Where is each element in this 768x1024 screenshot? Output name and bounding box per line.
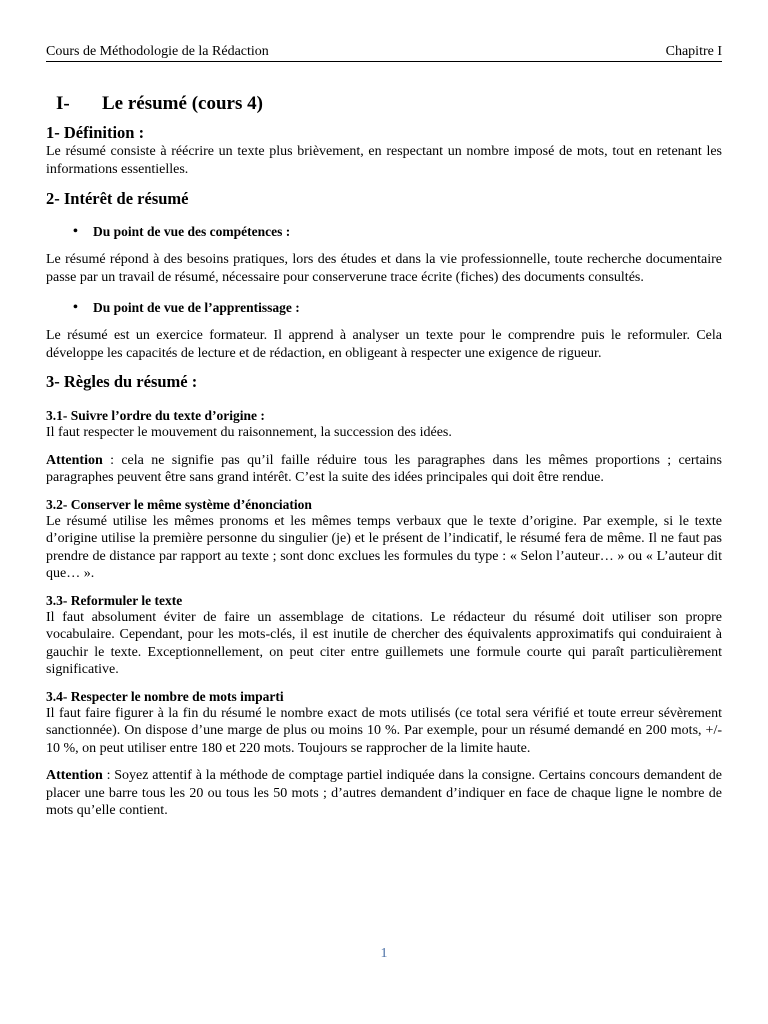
rule-1-heading: 3.1- Suivre l’ordre du texte d’origine : (46, 408, 265, 423)
chapter-label: Chapitre I (665, 44, 722, 59)
attention-text: : Soyez attentif à la méthode de comptage partiel indiquée dans la consigne. Certains concours demandent de placer une barre tous les 20 ou tous les 50 mots ; d’autres demandent d’indiquer en face de chaque ligne le nombre de mots qu’elle contient. (46, 768, 722, 818)
page-header (46, 42, 722, 62)
bullet-dot-icon: • (73, 300, 78, 315)
bullet-apprentissage-label: Du point de vue de l’apprentissage : (93, 300, 300, 315)
course-title: Cours de Méthodologie de la Rédaction (46, 44, 269, 59)
document-page (46, 0, 722, 1024)
attention-label: Attention (46, 452, 103, 468)
main-title-text: Le résumé (cours 4) (102, 93, 263, 114)
rule-2-heading: 3.2- Conserver le même système d’énonciation (46, 496, 312, 512)
competences-text: Le résumé répond à des besoins pratiques, lors des études et dans la vie professionnelle, toute recherche documentaire passe par un travail de résumé, nécessaire pour conserverune trace écrite (fiches) des documents consultés. (46, 252, 722, 285)
attention-label: Attention (46, 768, 103, 783)
rule-1-attention (46, 452, 722, 487)
rule-3-heading: 3.3- Reformuler le texte (46, 592, 183, 608)
bullet-competences (46, 223, 722, 240)
rule-4-attention (46, 767, 722, 820)
bullet-apprentissage (46, 299, 722, 316)
section-3-heading: 3- Règles du résumé : (46, 372, 198, 391)
rule-1-text: Il faut respecter le mouvement du raisonnement, la succession des idées. (46, 425, 452, 440)
document-body (46, 92, 722, 820)
bullet-competences-label: Du point de vue des compétences : (93, 224, 291, 239)
rule-3-text: Il faut absolument éviter de faire un assemblage de citations. Le rédacteur du résumé doit utiliser son propre vocabulaire. Cependant, pour les mots-clés, il est inutile de chercher des équivalents approximatifs qui conduiraient à gauchir le texte. Exceptionnellement, on peut citer entre guillemets une formule courte qui paraît particulièrement significative. (46, 609, 722, 677)
rule-4-text: Il faut faire figurer à la fin du résumé le nombre exact de mots utilisés (ce total sera vérifié et toute erreur sévèrement sanctionnée). On dispose d’une marge de plus ou moins 10 %. Par exemple, pour un résumé demandé en 200 mots, +/- 10 %, on peut utiliser entre 180 et 220 mots. Toujours se rapprocher de la limite haute. (46, 705, 722, 756)
rule-2-text: Le résumé utilise les mêmes pronoms et les mêmes temps verbaux que le texte d’origine. Par exemple, si le texte d’origine utilise la première personne du singulier (je) et le présent de l’indicatif, le résumé fera de même. Il ne faut pas prendre de distance par rapport au texte ; sont donc exclues les formules du type : « Selon l’auteur… » ou « L’auteur dit que… ». (46, 513, 722, 581)
section-2-heading: 2- Intérêt de résumé (46, 189, 189, 208)
main-title (46, 92, 722, 116)
definition-text: Le résumé consiste à réécrire un texte plus brièvement, en respectant un nombre imposé de mots, tout en retenant les informations essentielles. (46, 144, 722, 177)
rule-4-heading: 3.4- Respecter le nombre de mots imparti (46, 688, 284, 704)
bullet-dot-icon: • (73, 224, 78, 239)
apprentissage-text: Le résumé est un exercice formateur. Il apprend à analyser un texte pour le comprendre puis le reformuler. Cela développe les capacités de lecture et de rédaction, en obligeant à respecter une exigence de rigueur. (46, 328, 722, 361)
attention-text: : cela ne signifie pas qu’il faille réduire tous les paragraphes dans les mêmes proportions ; certains paragraphes peuvent être sans grand intérêt. C’est la suite des idées principales qui doit être rendue. (46, 452, 722, 485)
section-1-heading: 1- Définition : (46, 123, 145, 142)
main-title-number: I- (56, 93, 70, 114)
page-number: 1 (380, 946, 388, 961)
